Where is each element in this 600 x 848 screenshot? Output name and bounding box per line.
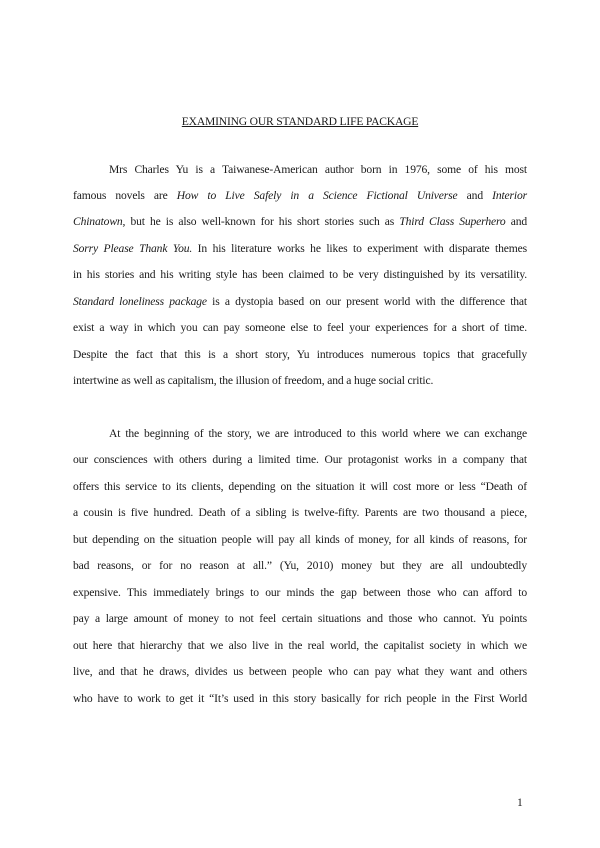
- page-number: 1: [517, 796, 523, 809]
- novel-title-2-start: Interior: [492, 189, 527, 202]
- story-title-2: Sorry Please Thank You.: [73, 242, 193, 255]
- paragraph-2-line-7: expensive. This immediately brings to our minds the gap between those who can afford to: [73, 586, 527, 599]
- paragraph-2-line-8: pay a large amount of money to not feel certain situations and those who cannot. Yu points: [73, 612, 527, 625]
- paragraph-2-line-6: bad reasons, or for no reason at all.” (Yu, 2010) money but they are all undoubtedly: [73, 559, 527, 572]
- paragraph-2-line-1: At the beginning of the story, we are introduced to this world where we can exchange: [109, 427, 527, 440]
- document-title: EXAMINING OUR STANDARD LIFE PACKAGE: [181, 115, 419, 128]
- paragraph-2-line-2: our consciences with others during a limited time. Our protagonist works in a company that: [73, 453, 527, 466]
- novel-title-2-end: Chinatown,: [73, 215, 126, 228]
- paragraph-2-line-4: a cousin is five hundred. Death of a sibling is twelve-fifty. Parents are two thousand a piece,: [73, 506, 527, 519]
- paragraph-2-line-10: live, and that he draws, divides us between people who can pay what they want and others: [73, 665, 527, 678]
- paragraph-2-line-5: but depending on the situation people will pay all kinds of money, for all kinds of reasons, for: [73, 533, 527, 546]
- paragraph-2-line-9: out here that hierarchy that we also live in the real world, the capitalist society in which we: [73, 639, 527, 652]
- paragraph-1-line-9: intertwine as well as capitalism, the illusion of freedom, and a huge social critic.: [73, 374, 434, 387]
- paragraph-1-line-3: Chinatown, but he is also well-known for his short stories such as Third Class Superhero and: [73, 215, 527, 228]
- novel-title-1: How to Live Safely in a Science Fictional Universe: [176, 189, 458, 202]
- story-title-1: Third Class Superhero: [399, 215, 506, 228]
- paragraph-2-line-3: offers this service to its clients, depending on the situation it will cost more or less “Death of: [73, 480, 527, 493]
- paragraph-1-line-4: Sorry Please Thank You. In his literature works he likes to experiment with disparate themes: [73, 242, 527, 255]
- paragraph-1-line-2: famous novels are How to Live Safely in a Science Fictional Universe and Interior: [73, 189, 527, 202]
- paragraph-1-line-5: in his stories and his writing style has been claimed to be very distinguished by its versatility.: [73, 268, 527, 281]
- paragraph-1-line-1: Mrs Charles Yu is a Taiwanese-American author born in 1976, some of his most: [109, 163, 527, 176]
- story-title-3: Standard loneliness package: [73, 295, 207, 308]
- paragraph-1-line-7: exist a way in which you can pay someone else to feel your experiences for a short of time.: [73, 321, 527, 334]
- paragraph-1-line-6: Standard loneliness package is a dystopia based on our present world with the difference that: [73, 295, 527, 308]
- paragraph-2-line-11: who have to work to get it “It’s used in this story basically for rich people in the First World: [73, 692, 527, 705]
- paragraph-1-line-8: Despite the fact that this is a short story, Yu introduces numerous topics that gracefully: [73, 348, 527, 361]
